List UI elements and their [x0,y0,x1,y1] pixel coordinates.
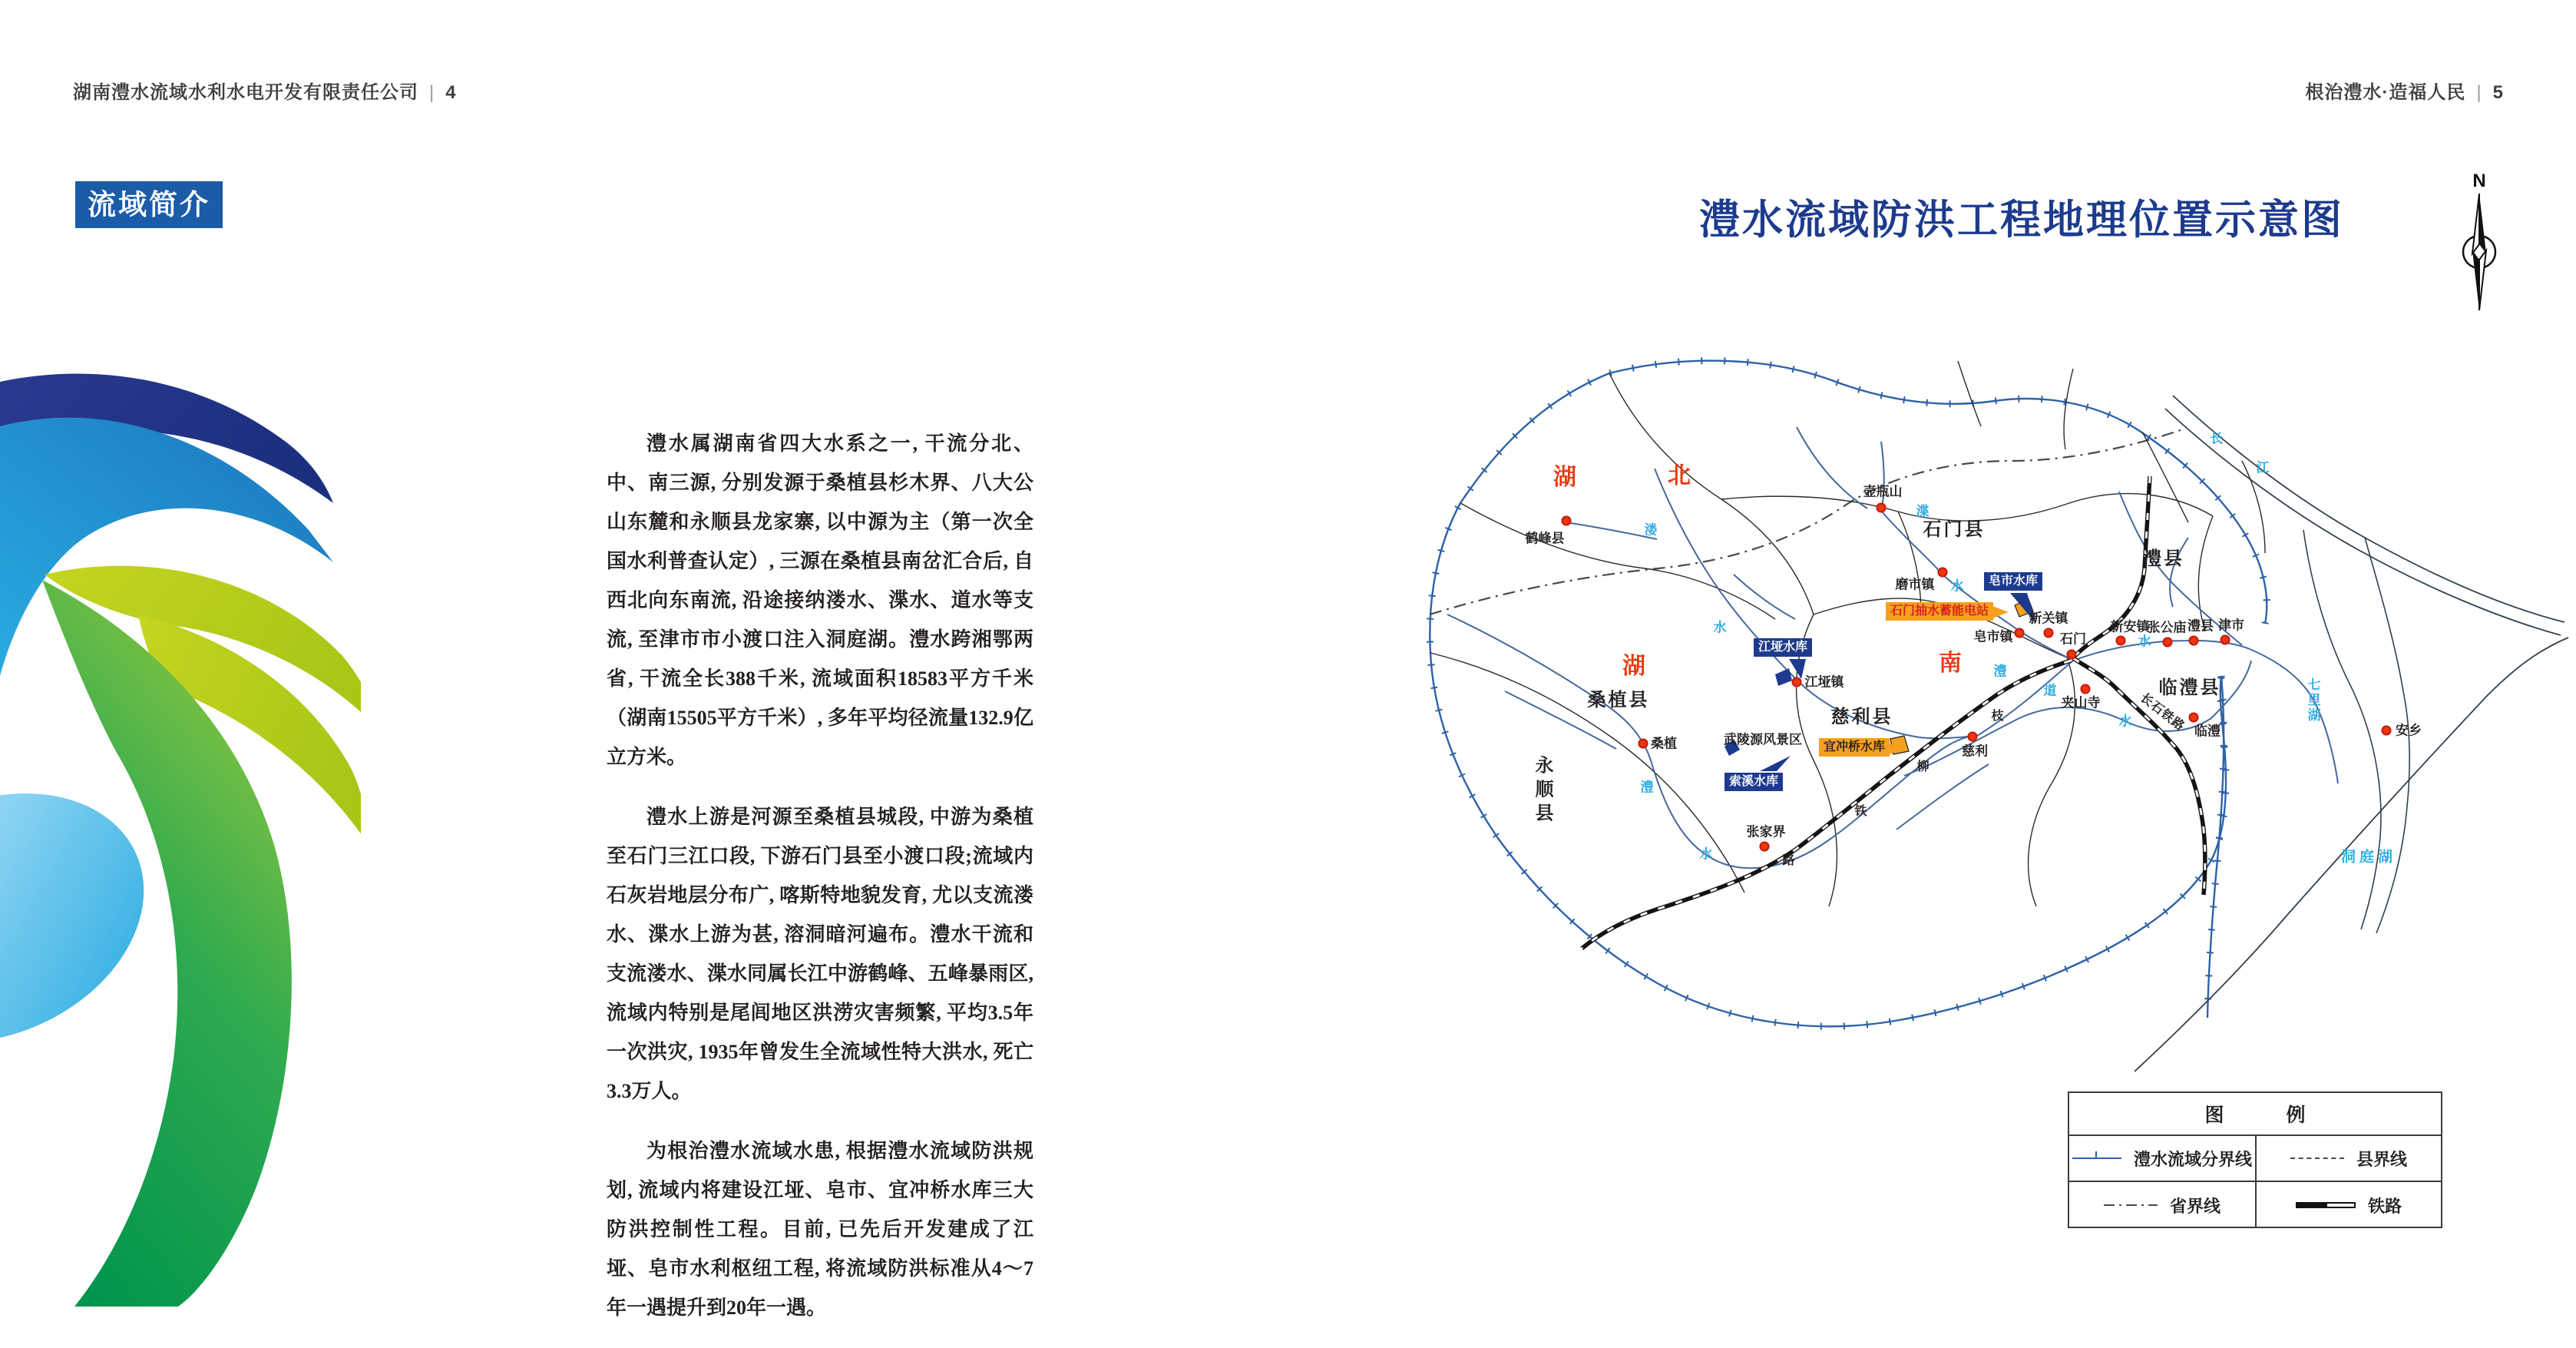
city-dot-临澧 [2189,713,2199,723]
legend-label-railway: 铁路 [2367,1196,2402,1216]
section-title [75,181,223,228]
city-label-夹山寺: 夹山寺 [2061,695,2101,710]
city-label-石门: 石门 [2060,631,2086,647]
lake-label-dongtinghu: 洞庭湖 [2340,849,2397,866]
paragraph-3: 为根治澧水流域水患, 根据澧水流域防洪规划, 流域内将建设江垭、皂市、宜冲桥水库三大防洪控制性工程。目前, 已先后开发建成了江垭、皂市水利枢纽工程, 将流域防洪标准从4～7年一遇提升到20年一遇。 [607,1140,1033,1319]
river-label-lou-2: 水 [1713,620,1727,635]
city-label-新关镇: 新关镇 [2029,611,2068,626]
city-dot-张家界 [1760,842,1770,852]
river-label-li-west-1: 澧 [1640,780,1654,795]
lake-label-qilihu: 七里湖 [2305,677,2320,724]
header-divider-right: | [2476,82,2482,103]
header-divider: | [429,82,435,103]
legend-label-county: 县界线 [2356,1149,2407,1169]
legend-label-province: 省界线 [2169,1196,2221,1216]
province-line-icon [2104,1204,2158,1206]
reservoir-box-宜冲桥水库: 宜冲桥水库 [1819,738,1890,757]
city-label-安乡: 安乡 [2396,723,2422,738]
company-name: 湖南澧水流域水利水电开发有限责任公司 [73,82,418,103]
city-label-张家界: 张家界 [1746,824,1786,840]
city-label-桑植: 桑植 [1651,736,1677,751]
legend-item-county [2257,1136,2441,1182]
city-dot-澧县 [2189,636,2199,646]
railway-label-zhiliu-3: 铁 [1854,805,1868,818]
city-dot-安乡 [2382,726,2392,736]
county-label-sangzhi: 桑植县 [1587,690,1650,710]
city-dot-桑植 [1639,739,1648,749]
city-label-澧县: 澧县 [2187,618,2214,634]
river-label-dao-2: 水 [2118,714,2132,729]
map-title: 澧水流域防洪工程地理位置示意图 [1699,197,2344,243]
scenic-label-wulingyuan: 武陵源风景区 [1724,732,1802,747]
legend-item-basin [2069,1136,2257,1182]
river-label-xie-2: 水 [1950,578,1964,594]
city-label-慈利: 慈利 [1962,744,1988,759]
compass [2457,172,2502,317]
paragraph-2: 澧水上游是河源至桑植县城段, 中游为桑植至石门三江口段, 下游石门县至小渡口段;流域内石灰岩地层分布广, 喀斯特地貌发育, 尤以支流溇水、渫水上游为甚, 溶洞暗河遍布。澧水干流和支流溇水、渫水同属长江中游鹤峰、五峰暴雨区, 流域内特别是尾闾地区洪涝灾害频繁, 平均3.5年一次洪灾, 1935年曾发生全流域性特大洪水, 死亡3.3万人。 [607,806,1033,1102]
city-dot-慈利 [1968,732,1978,742]
county-label-cili: 慈利县 [1830,707,1893,727]
province-label-hunan-2: 南 [1939,651,1962,676]
reservoir-box-索溪水库: 索溪水库 [1724,773,1783,791]
legend-title: 图 例 [2069,1093,2441,1136]
basin-line-icon [2072,1158,2121,1159]
page-right-header [2305,77,2504,104]
city-dot-皂市镇 [2015,628,2025,638]
city-dot-鹤峰县 [1562,516,1572,526]
map-legend [2068,1091,2442,1228]
province-label-hunan-1: 湖 [1622,654,1645,679]
section-title-label: 流域简介 [88,189,210,220]
province-label-hubei-1: 湖 [1553,465,1576,490]
county-label-shimen: 石门县 [1923,519,1986,540]
river-label-changjiang-1: 长 [2210,431,2224,446]
reservoir-box-皂市水库: 皂市水库 [1984,572,2042,591]
city-dot-石门 [2067,650,2077,660]
city-label-鹤峰县: 鹤峰县 [1525,531,1565,546]
city-dot-江垭镇 [1792,677,1802,687]
city-label-江垭镇: 江垭镇 [1804,674,1844,690]
city-dot-新安镇 [2116,636,2126,646]
city-dot-磨市镇 [1938,568,1948,578]
city-label-皂市镇: 皂市镇 [1973,629,2013,644]
city-label-壶瓶山: 壶瓶山 [1863,484,1903,499]
railway-label-zhiliu-4: 路 [1782,854,1796,867]
county-label-linli: 临澧县 [2158,677,2221,698]
page-number-left: 4 [445,82,457,103]
city-label-磨市镇: 磨市镇 [1895,577,1935,592]
city-dot-夹山寺 [2081,684,2091,694]
county-line-icon [2290,1158,2344,1159]
intro-text-block [607,424,1033,1348]
province-label-hubei-2: 北 [1668,463,1691,489]
city-dot-张公庙 [2163,638,2173,648]
railway-label-zhiliu-2: 柳 [1916,760,1930,773]
city-label-临澧: 临澧 [2194,724,2221,739]
reservoir-box-石门抽水蓄能电站: 石门抽水蓄能电站 [1886,602,1993,621]
legend-item-province [2069,1182,2257,1228]
slogan: 根治澧水·造福人民 [2305,82,2466,103]
page-left-header [73,77,457,104]
page-number-right: 5 [2492,82,2504,103]
city-label-张公庙: 张公庙 [2147,620,2187,635]
river-label-li-west-2: 水 [1699,846,1713,862]
railway-line-icon [2296,1202,2356,1208]
city-dot-新关镇 [2044,628,2054,638]
county-label-lixian: 澧县 [2143,548,2184,569]
county-label-yongshun: 永顺县 [1532,755,1553,827]
city-label-津市: 津市 [2218,618,2244,633]
river-label-xie-1: 渫 [1916,504,1930,519]
river-label-li-east-1: 澧 [1993,664,2007,679]
railway-label-changshi: 长石铁路 [2138,691,2187,734]
river-label-lou-1: 溇 [1644,522,1658,538]
paragraph-1: 澧水属湖南省四大水系之一, 干流分北、中、南三源, 分别发源于桑植县杉木界、八大公山东麓和永顺县龙家寨, 以中源为主（第一次全国水利普查认定）, 三源在桑植县南岔汇合后, 自西北向东南流, 沿途接纳溇水、渫水、道水等支流, 至津市市小渡口注入洞庭湖。澧水跨湘鄂两省, 干流全长388千米, 流域面积18583平方千米（湖南15505平方千米）, 多年平均径流量132.9亿立方米。 [607,432,1033,768]
legend-item-railway [2257,1182,2441,1228]
river-label-changjiang-2: 江 [2256,460,2270,475]
compass-needle-icon [2457,190,2502,313]
river-label-dao-1: 道 [2043,683,2057,698]
reservoir-box-江垭水库: 江垭水库 [1754,638,1812,657]
company-logo [0,361,361,1307]
river-label-li-east-2: 水 [2138,634,2151,649]
city-dot-津市 [2221,635,2230,645]
city-label-新安镇: 新安镇 [2110,619,2150,634]
compass-north-label: N [2472,171,2486,191]
city-dot-壶瓶山 [1877,503,1887,513]
legend-label-basin: 澧水流域分界线 [2133,1149,2252,1169]
railway-label-zhiliu-1: 枝 [1991,710,2005,723]
